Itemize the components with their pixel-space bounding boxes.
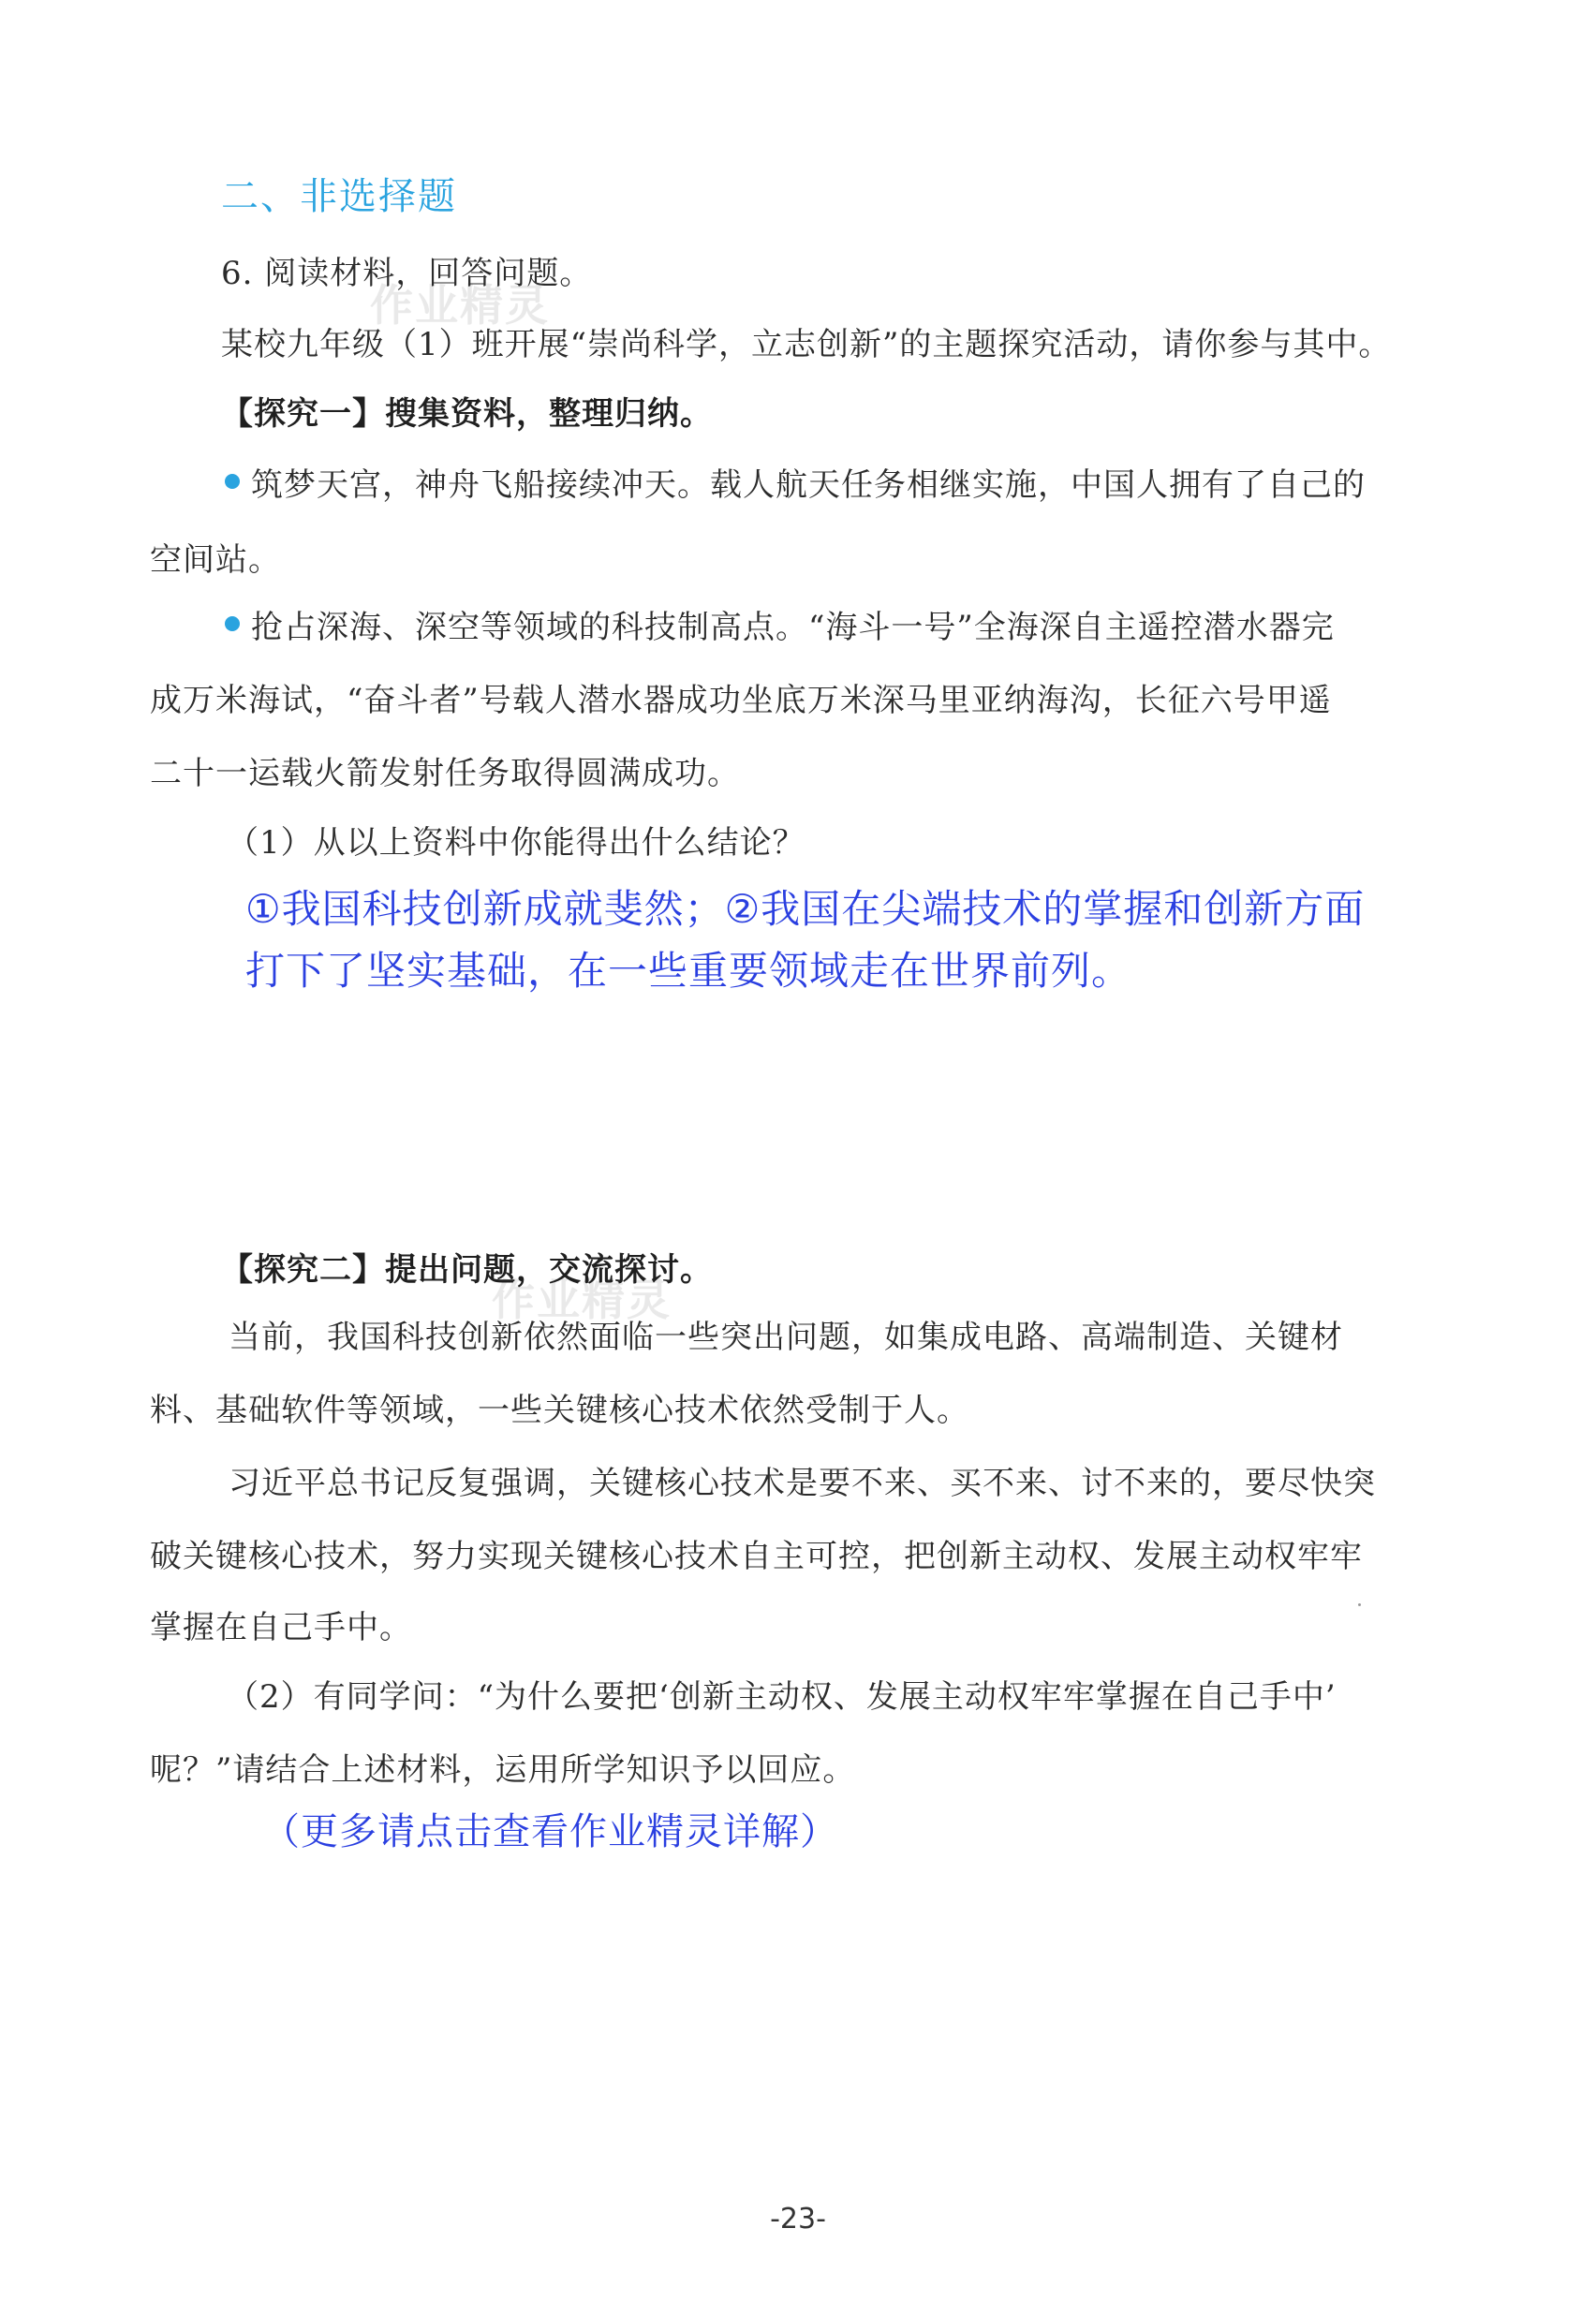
scan-speck — [1358, 1603, 1361, 1606]
question-number-line: 6. 阅读材料，回答问题。 — [221, 255, 593, 292]
explore1-bullet1-line1: 筑梦天宫，神舟飞船接续冲天。载人航天任务相继实施，中国人拥有了自己的 — [251, 466, 1366, 504]
bullet-dot-icon — [225, 616, 240, 631]
explore1-bullet2-line3: 二十一运载火箭发射任务取得圆满成功。 — [150, 755, 740, 792]
bullet-dot-icon — [225, 474, 240, 489]
question-intro: 某校九年级（1）班开展“崇尚科学，立志创新”的主题探究活动，请你参与其中。 — [221, 326, 1392, 363]
watermark: 作业精灵 — [492, 1275, 672, 1325]
page-number: -23- — [770, 2203, 826, 2236]
explore1-heading: 【探究一】搜集资料，整理归纳。 — [221, 395, 713, 433]
watermark: 作业精灵 — [370, 280, 550, 331]
explore2-heading: 【探究二】提出问题，交流探讨。 — [221, 1251, 713, 1289]
answer-line-1: ①我国科技创新成就斐然；②我国在尖端技术的掌握和创新方面 — [245, 886, 1366, 932]
section-title: 二、非选择题 — [221, 175, 457, 218]
explore2-para2-line1: 习近平总书记反复强调，关键核心技术是要不来、买不来、讨不来的，要尽快突 — [229, 1465, 1376, 1502]
explore2-para2-line3: 掌握在自己手中。 — [150, 1609, 412, 1646]
explore1-bullet2-line1: 抢占深海、深空等领域的科技制高点。“海斗一号”全海深自主遥控潜水器完 — [251, 609, 1335, 646]
answer-line-2: 打下了坚实基础，在一些重要领域走在世界前列。 — [245, 948, 1132, 994]
question-2-line1: （2）有同学问：“为什么要把‘创新主动权、发展主动权牢牢掌握在自己手中’ — [227, 1678, 1337, 1716]
question-1: （1）从以上资料中你能得出什么结论？ — [227, 824, 805, 862]
explore1-bullet1-line2: 空间站。 — [150, 541, 281, 579]
explore2-para2-line2: 破关键核心技术，努力实现关键核心技术自主可控，把创新主动权、发展主动权牢牢 — [150, 1538, 1363, 1575]
explore1-bullet2-line2: 成万米海试，“奋斗者”号载人潜水器成功坐底万米深马里亚纳海沟，长征六号甲遥 — [150, 682, 1332, 719]
more-details-link[interactable]: （更多请点击查看作业精灵详解） — [262, 1810, 838, 1853]
explore2-para1-line2: 料、基础软件等领域，一些关键核心技术依然受制于人。 — [150, 1392, 969, 1429]
question-2-line2: 呢？”请结合上述材料，运用所学知识予以回应。 — [150, 1751, 856, 1789]
explore2-para1-line1: 当前，我国科技创新依然面临一些突出问题，如集成电路、高端制造、关键材 — [229, 1319, 1343, 1356]
